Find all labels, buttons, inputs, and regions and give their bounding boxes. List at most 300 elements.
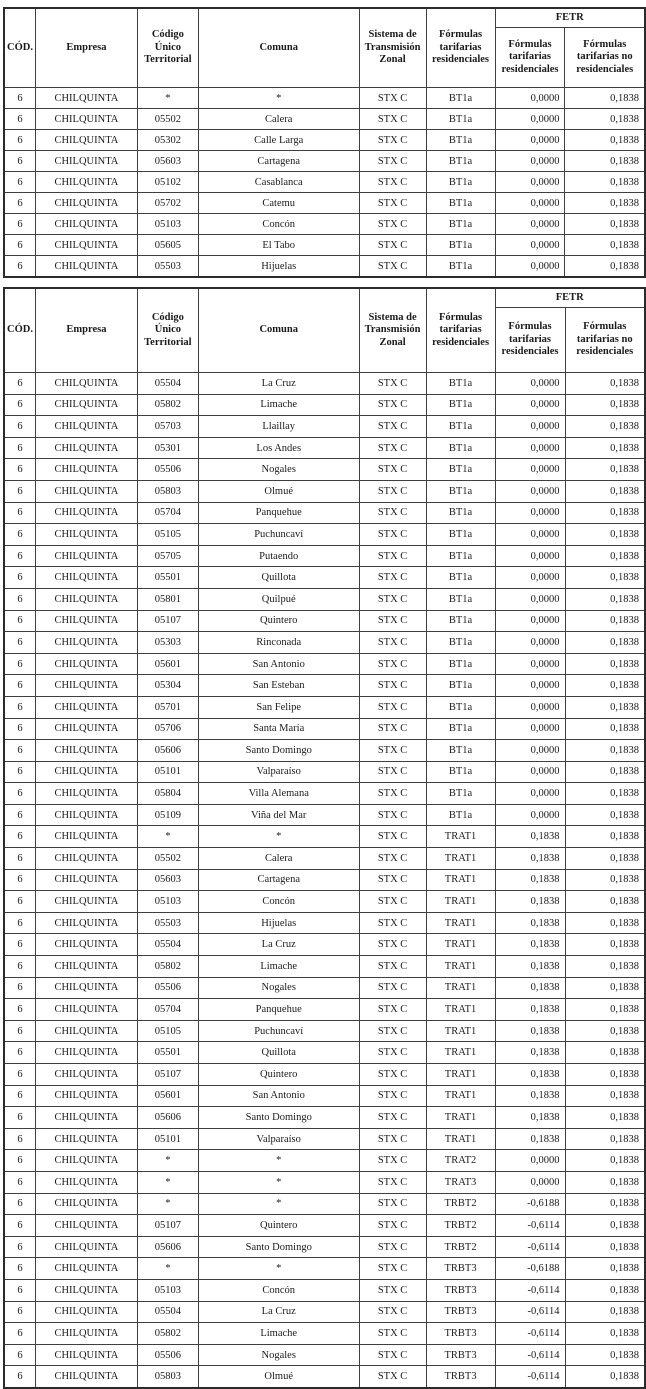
cell-comuna: * — [198, 1171, 359, 1193]
cell-formula: BT1a — [426, 151, 495, 172]
cell-fetr-res: 0,1838 — [495, 1085, 565, 1107]
cell-formula: BT1a — [426, 109, 495, 130]
header-codigo: Código Único Territorial — [137, 8, 198, 88]
table-row — [4, 130, 645, 151]
cell-codigo: 05501 — [137, 567, 198, 589]
table-row — [4, 891, 645, 913]
cell-cod: 6 — [4, 480, 35, 502]
cell-comuna: Limache — [198, 1323, 359, 1345]
table-row — [4, 459, 645, 481]
cell-fetr-res: 0,0000 — [495, 696, 565, 718]
table-row — [4, 740, 645, 762]
cell-cod: 6 — [4, 524, 35, 546]
cell-comuna: Calle Larga — [198, 130, 359, 151]
cell-comuna: Viña del Mar — [198, 804, 359, 826]
cell-fetr-nores: 0,1838 — [565, 1128, 645, 1150]
cell-fetr-nores: 0,1838 — [565, 675, 645, 697]
cell-sistema: STX C — [359, 1193, 426, 1215]
cell-fetr-res: 0,0000 — [495, 256, 565, 278]
cell-codigo: 05601 — [137, 653, 198, 675]
cell-sistema: STX C — [359, 977, 426, 999]
cell-comuna: Olmué — [198, 480, 359, 502]
cell-comuna: La Cruz — [198, 373, 359, 395]
cell-cod: 6 — [4, 1279, 35, 1301]
cell-formula: TRAT1 — [426, 999, 495, 1021]
cell-cod: 6 — [4, 869, 35, 891]
cell-comuna: Cartagena — [198, 151, 359, 172]
cell-fetr-nores: 0,1838 — [565, 235, 645, 256]
cell-fetr-res: 0,1838 — [495, 1107, 565, 1129]
cell-empresa: CHILQUINTA — [35, 912, 137, 934]
cell-fetr-nores: 0,1838 — [565, 891, 645, 913]
cell-fetr-res: 0,0000 — [495, 172, 565, 193]
cell-cod: 6 — [4, 804, 35, 826]
cell-comuna: Panquehue — [198, 999, 359, 1021]
cell-fetr-nores: 0,1838 — [565, 130, 645, 151]
table-row — [4, 696, 645, 718]
cell-sistema: STX C — [359, 545, 426, 567]
cell-fetr-res: 0,0000 — [495, 783, 565, 805]
cell-sistema: STX C — [359, 783, 426, 805]
cell-empresa: CHILQUINTA — [35, 934, 137, 956]
cell-fetr-nores: 0,1838 — [565, 545, 645, 567]
cell-fetr-nores: 0,1838 — [565, 718, 645, 740]
table-row — [4, 610, 645, 632]
cell-sistema: STX C — [359, 934, 426, 956]
cell-empresa: CHILQUINTA — [35, 653, 137, 675]
cell-cod: 6 — [4, 1128, 35, 1150]
cell-codigo: 05502 — [137, 109, 198, 130]
cell-empresa: CHILQUINTA — [35, 459, 137, 481]
cell-cod: 6 — [4, 459, 35, 481]
cell-cod: 6 — [4, 740, 35, 762]
cell-cod: 6 — [4, 632, 35, 654]
cell-formula: BT1a — [426, 761, 495, 783]
cell-comuna: Limache — [198, 956, 359, 978]
cell-fetr-nores: 0,1838 — [565, 1042, 645, 1064]
cell-empresa: CHILQUINTA — [35, 869, 137, 891]
cell-comuna: Concón — [198, 214, 359, 235]
cell-codigo: 05706 — [137, 718, 198, 740]
cell-formula: BT1a — [426, 524, 495, 546]
cell-empresa: CHILQUINTA — [35, 675, 137, 697]
header-comuna: Comuna — [198, 288, 359, 373]
cell-fetr-res: 0,0000 — [495, 632, 565, 654]
cell-fetr-nores: 0,1838 — [565, 1366, 645, 1388]
cell-fetr-res: 0,0000 — [495, 480, 565, 502]
cell-codigo: 05503 — [137, 912, 198, 934]
cell-sistema: STX C — [359, 524, 426, 546]
cell-codigo: 05102 — [137, 172, 198, 193]
header-cod: CÓD. — [4, 8, 35, 88]
cell-formula: TRBT3 — [426, 1258, 495, 1280]
table-row — [4, 1323, 645, 1345]
table-row — [4, 653, 645, 675]
cell-formula: TRBT3 — [426, 1344, 495, 1366]
cell-cod: 6 — [4, 1085, 35, 1107]
cell-cod: 6 — [4, 977, 35, 999]
table-row — [4, 1193, 645, 1215]
cell-cod: 6 — [4, 214, 35, 235]
header-fetr-no-residenciales: Fórmulas tarifarias no residenciales — [565, 308, 645, 373]
cell-sistema: STX C — [359, 632, 426, 654]
cell-codigo: 05506 — [137, 459, 198, 481]
cell-formula: TRAT1 — [426, 848, 495, 870]
table-row — [4, 1128, 645, 1150]
header-empresa: Empresa — [35, 288, 137, 373]
cell-empresa: CHILQUINTA — [35, 1107, 137, 1129]
cell-fetr-nores: 0,1838 — [565, 1258, 645, 1280]
cell-sistema: STX C — [359, 956, 426, 978]
cell-comuna: Valparaíso — [198, 761, 359, 783]
cell-formula: BT1a — [426, 193, 495, 214]
cell-fetr-nores: 0,1838 — [565, 977, 645, 999]
cell-sistema: STX C — [359, 416, 426, 438]
cell-fetr-res: 0,0000 — [495, 567, 565, 589]
cell-empresa: CHILQUINTA — [35, 109, 137, 130]
cell-codigo: 05504 — [137, 373, 198, 395]
cell-sistema: STX C — [359, 1366, 426, 1388]
cell-empresa: CHILQUINTA — [35, 524, 137, 546]
cell-empresa: CHILQUINTA — [35, 1366, 137, 1388]
cell-cod: 6 — [4, 718, 35, 740]
cell-fetr-nores: 0,1838 — [565, 761, 645, 783]
cell-comuna: San Felipe — [198, 696, 359, 718]
cell-fetr-res: -0,6188 — [495, 1193, 565, 1215]
cell-formula: TRBT2 — [426, 1215, 495, 1237]
cell-fetr-nores: 0,1838 — [565, 588, 645, 610]
cell-codigo: 05109 — [137, 804, 198, 826]
cell-comuna: * — [198, 88, 359, 109]
cell-codigo: 05603 — [137, 869, 198, 891]
cell-fetr-nores: 0,1838 — [565, 1085, 645, 1107]
cell-fetr-res: 0,1838 — [495, 848, 565, 870]
cell-codigo: 05502 — [137, 848, 198, 870]
cell-comuna: Casablanca — [198, 172, 359, 193]
cell-formula: BT1a — [426, 718, 495, 740]
tariff-table-1 — [3, 7, 646, 278]
cell-sistema: STX C — [359, 1215, 426, 1237]
cell-empresa: CHILQUINTA — [35, 1128, 137, 1150]
cell-sistema: STX C — [359, 826, 426, 848]
cell-empresa: CHILQUINTA — [35, 235, 137, 256]
cell-fetr-res: -0,6188 — [495, 1258, 565, 1280]
cell-empresa: CHILQUINTA — [35, 1042, 137, 1064]
cell-fetr-res: 0,0000 — [495, 545, 565, 567]
cell-fetr-res: 0,1838 — [495, 912, 565, 934]
table-row — [4, 1344, 645, 1366]
cell-fetr-res: 0,1838 — [495, 977, 565, 999]
cell-fetr-res: 0,1838 — [495, 1042, 565, 1064]
cell-cod: 6 — [4, 130, 35, 151]
cell-cod: 6 — [4, 826, 35, 848]
cell-fetr-res: 0,0000 — [495, 1150, 565, 1172]
cell-fetr-nores: 0,1838 — [565, 1064, 645, 1086]
cell-fetr-nores: 0,1838 — [565, 1215, 645, 1237]
header-empresa: Empresa — [35, 8, 137, 88]
cell-formula: TRAT1 — [426, 1042, 495, 1064]
cell-cod: 6 — [4, 1020, 35, 1042]
cell-fetr-nores: 0,1838 — [565, 1279, 645, 1301]
cell-comuna: Nogales — [198, 1344, 359, 1366]
cell-fetr-nores: 0,1838 — [565, 804, 645, 826]
table-row — [4, 761, 645, 783]
cell-codigo: 05503 — [137, 256, 198, 278]
table-row — [4, 394, 645, 416]
cell-fetr-nores: 0,1838 — [565, 1107, 645, 1129]
cell-empresa: CHILQUINTA — [35, 1344, 137, 1366]
cell-sistema: STX C — [359, 88, 426, 109]
cell-empresa: CHILQUINTA — [35, 193, 137, 214]
table-row — [4, 373, 645, 395]
cell-empresa: CHILQUINTA — [35, 88, 137, 109]
cell-codigo: 05107 — [137, 1064, 198, 1086]
cell-codigo: * — [137, 826, 198, 848]
header-comuna: Comuna — [198, 8, 359, 88]
cell-formula: BT1a — [426, 373, 495, 395]
header-fetr-no-residenciales: Fórmulas tarifarias no residenciales — [565, 28, 645, 88]
cell-fetr-res: 0,0000 — [495, 88, 565, 109]
cell-formula: BT1a — [426, 804, 495, 826]
cell-comuna: San Antonio — [198, 1085, 359, 1107]
cell-formula: BT1a — [426, 437, 495, 459]
cell-cod: 6 — [4, 1150, 35, 1172]
cell-empresa: CHILQUINTA — [35, 718, 137, 740]
cell-fetr-nores: 0,1838 — [565, 999, 645, 1021]
cell-comuna: * — [198, 1193, 359, 1215]
cell-empresa: CHILQUINTA — [35, 610, 137, 632]
cell-comuna: Putaendo — [198, 545, 359, 567]
cell-formula: BT1a — [426, 696, 495, 718]
table-row — [4, 193, 645, 214]
cell-fetr-nores: 0,1838 — [565, 1301, 645, 1323]
tariff-table-2 — [3, 287, 646, 1389]
cell-sistema: STX C — [359, 256, 426, 278]
cell-fetr-nores: 0,1838 — [565, 172, 645, 193]
cell-fetr-res: 0,1838 — [495, 826, 565, 848]
cell-formula: TRAT1 — [426, 956, 495, 978]
cell-fetr-res: 0,0000 — [495, 588, 565, 610]
cell-empresa: CHILQUINTA — [35, 394, 137, 416]
cell-comuna: Catemu — [198, 193, 359, 214]
cell-comuna: Valparaíso — [198, 1128, 359, 1150]
cell-sistema: STX C — [359, 718, 426, 740]
cell-formula: BT1a — [426, 394, 495, 416]
cell-comuna: Hijuelas — [198, 256, 359, 278]
cell-empresa: CHILQUINTA — [35, 151, 137, 172]
cell-comuna: Llaillay — [198, 416, 359, 438]
cell-comuna: Santo Domingo — [198, 1236, 359, 1258]
cell-cod: 6 — [4, 1215, 35, 1237]
cell-empresa: CHILQUINTA — [35, 588, 137, 610]
cell-codigo: 05606 — [137, 1236, 198, 1258]
cell-empresa: CHILQUINTA — [35, 545, 137, 567]
cell-cod: 6 — [4, 235, 35, 256]
cell-fetr-res: -0,6114 — [495, 1279, 565, 1301]
cell-fetr-res: 0,0000 — [495, 151, 565, 172]
cell-fetr-res: 0,0000 — [495, 610, 565, 632]
cell-codigo: 05504 — [137, 934, 198, 956]
table-row — [4, 675, 645, 697]
cell-fetr-nores: 0,1838 — [565, 109, 645, 130]
cell-empresa: CHILQUINTA — [35, 1301, 137, 1323]
cell-formula: TRAT1 — [426, 826, 495, 848]
cell-empresa: CHILQUINTA — [35, 999, 137, 1021]
cell-fetr-nores: 0,1838 — [565, 394, 645, 416]
cell-comuna: Santo Domingo — [198, 740, 359, 762]
cell-comuna: Cartagena — [198, 869, 359, 891]
cell-comuna: Quintero — [198, 610, 359, 632]
cell-empresa: CHILQUINTA — [35, 437, 137, 459]
cell-codigo: 05703 — [137, 416, 198, 438]
cell-fetr-nores: 0,1838 — [565, 416, 645, 438]
table-row — [4, 1215, 645, 1237]
cell-fetr-res: 0,0000 — [495, 740, 565, 762]
cell-fetr-res: 0,1838 — [495, 1020, 565, 1042]
cell-fetr-nores: 0,1838 — [565, 1020, 645, 1042]
cell-sistema: STX C — [359, 891, 426, 913]
cell-codigo: 05103 — [137, 891, 198, 913]
table-row — [4, 632, 645, 654]
cell-sistema: STX C — [359, 999, 426, 1021]
cell-comuna: El Tabo — [198, 235, 359, 256]
cell-formula: BT1a — [426, 653, 495, 675]
cell-codigo: 05103 — [137, 214, 198, 235]
cell-sistema: STX C — [359, 1279, 426, 1301]
table-row — [4, 1020, 645, 1042]
cell-comuna: * — [198, 1258, 359, 1280]
cell-empresa: CHILQUINTA — [35, 848, 137, 870]
cell-formula: BT1a — [426, 88, 495, 109]
cell-codigo: 05802 — [137, 956, 198, 978]
cell-sistema: STX C — [359, 1128, 426, 1150]
cell-fetr-res: 0,0000 — [495, 109, 565, 130]
cell-sistema: STX C — [359, 1020, 426, 1042]
cell-codigo: 05101 — [137, 1128, 198, 1150]
cell-empresa: CHILQUINTA — [35, 740, 137, 762]
cell-codigo: 05702 — [137, 193, 198, 214]
cell-sistema: STX C — [359, 1258, 426, 1280]
cell-comuna: La Cruz — [198, 1301, 359, 1323]
table-row — [4, 235, 645, 256]
table-row — [4, 1107, 645, 1129]
cell-sistema: STX C — [359, 1171, 426, 1193]
cell-comuna: Nogales — [198, 977, 359, 999]
cell-fetr-nores: 0,1838 — [565, 502, 645, 524]
cell-sistema: STX C — [359, 459, 426, 481]
cell-formula: BT1a — [426, 545, 495, 567]
cell-sistema: STX C — [359, 610, 426, 632]
cell-cod: 6 — [4, 1042, 35, 1064]
cell-cod: 6 — [4, 545, 35, 567]
cell-sistema: STX C — [359, 696, 426, 718]
cell-formula: TRAT2 — [426, 1150, 495, 1172]
table-row — [4, 1150, 645, 1172]
cell-sistema: STX C — [359, 912, 426, 934]
cell-empresa: CHILQUINTA — [35, 891, 137, 913]
cell-fetr-nores: 0,1838 — [565, 193, 645, 214]
cell-fetr-res: 0,1838 — [495, 934, 565, 956]
cell-formula: TRAT1 — [426, 977, 495, 999]
cell-comuna: Concón — [198, 891, 359, 913]
cell-fetr-res: 0,0000 — [495, 394, 565, 416]
header-formula: Fórmulas tarifarias residenciales — [426, 288, 495, 373]
cell-sistema: STX C — [359, 235, 426, 256]
cell-comuna: Quintero — [198, 1215, 359, 1237]
cell-fetr-nores: 0,1838 — [565, 567, 645, 589]
table-row — [4, 109, 645, 130]
cell-sistema: STX C — [359, 502, 426, 524]
cell-sistema: STX C — [359, 1344, 426, 1366]
cell-cod: 6 — [4, 1236, 35, 1258]
cell-comuna: Santo Domingo — [198, 1107, 359, 1129]
table-row — [4, 416, 645, 438]
cell-sistema: STX C — [359, 1042, 426, 1064]
cell-cod: 6 — [4, 653, 35, 675]
cell-codigo: 05302 — [137, 130, 198, 151]
cell-comuna: Calera — [198, 848, 359, 870]
cell-fetr-res: 0,0000 — [495, 1171, 565, 1193]
cell-cod: 6 — [4, 567, 35, 589]
cell-formula: BT1a — [426, 480, 495, 502]
cell-codigo: 05107 — [137, 1215, 198, 1237]
cell-empresa: CHILQUINTA — [35, 804, 137, 826]
cell-sistema: STX C — [359, 1107, 426, 1129]
table-row — [4, 1064, 645, 1086]
cell-cod: 6 — [4, 256, 35, 278]
cell-fetr-res: -0,6114 — [495, 1366, 565, 1388]
cell-fetr-res: 0,0000 — [495, 193, 565, 214]
cell-fetr-nores: 0,1838 — [565, 632, 645, 654]
cell-codigo: 05802 — [137, 1323, 198, 1345]
cell-fetr-res: 0,1838 — [495, 999, 565, 1021]
cell-formula: TRBT3 — [426, 1279, 495, 1301]
cell-cod: 6 — [4, 761, 35, 783]
cell-formula: BT1a — [426, 610, 495, 632]
header-sistema: Sistema de Transmisión Zonal — [359, 8, 426, 88]
cell-formula: TRAT1 — [426, 1085, 495, 1107]
cell-cod: 6 — [4, 1107, 35, 1129]
cell-sistema: STX C — [359, 130, 426, 151]
table-row — [4, 545, 645, 567]
cell-fetr-res: -0,6114 — [495, 1215, 565, 1237]
table-row — [4, 956, 645, 978]
cell-codigo: 05601 — [137, 1085, 198, 1107]
table-row — [4, 912, 645, 934]
cell-empresa: CHILQUINTA — [35, 567, 137, 589]
cell-cod: 6 — [4, 1344, 35, 1366]
cell-fetr-nores: 0,1838 — [565, 956, 645, 978]
cell-formula: BT1a — [426, 459, 495, 481]
cell-comuna: Limache — [198, 394, 359, 416]
cell-formula: BT1a — [426, 783, 495, 805]
cell-sistema: STX C — [359, 1301, 426, 1323]
header-fetr-residenciales: Fórmulas tarifarias residenciales — [495, 308, 565, 373]
cell-empresa: CHILQUINTA — [35, 1236, 137, 1258]
cell-sistema: STX C — [359, 740, 426, 762]
cell-fetr-nores: 0,1838 — [565, 934, 645, 956]
cell-codigo: 05802 — [137, 394, 198, 416]
cell-sistema: STX C — [359, 214, 426, 235]
cell-formula: BT1a — [426, 172, 495, 193]
cell-empresa: CHILQUINTA — [35, 1085, 137, 1107]
cell-fetr-res: -0,6114 — [495, 1344, 565, 1366]
cell-cod: 6 — [4, 394, 35, 416]
cell-empresa: CHILQUINTA — [35, 977, 137, 999]
header-sistema: Sistema de Transmisión Zonal — [359, 288, 426, 373]
cell-formula: TRAT1 — [426, 869, 495, 891]
cell-sistema: STX C — [359, 480, 426, 502]
